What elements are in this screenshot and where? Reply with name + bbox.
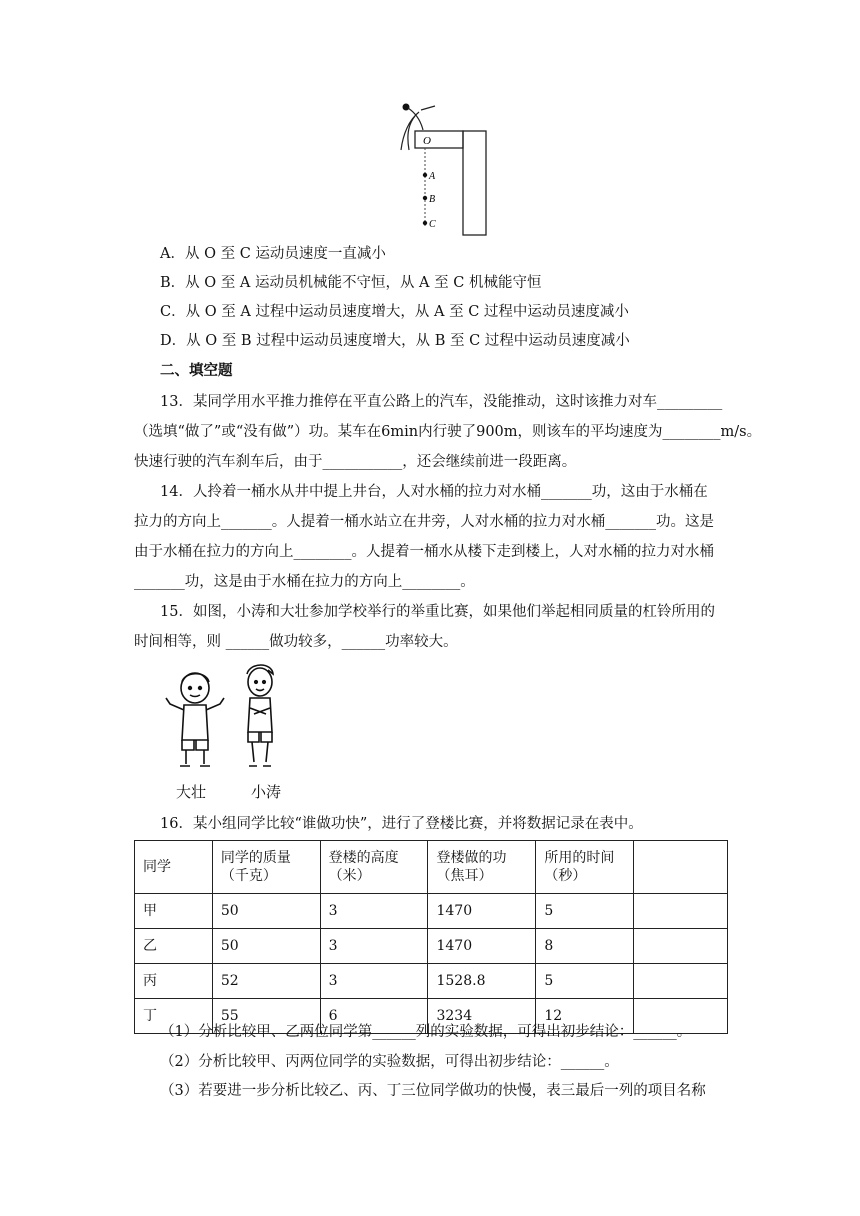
point-a	[423, 173, 427, 177]
caption-xiaotao: 小涛	[251, 783, 282, 801]
person-xiaotao	[247, 665, 273, 766]
q16-sub-3: （3）若要进一步分析比较乙、丙、丁三位同学做功的快慢，表三最后一列的项目名称	[160, 1083, 706, 1099]
cell: 3234	[428, 999, 536, 1034]
label-c: C	[429, 219, 436, 230]
q16-sub-1: （1）分析比较甲、乙两位同学第______列的实验数据，可得出初步结论：______。	[160, 1024, 692, 1040]
th-height: 登楼的高度 （米）	[320, 841, 428, 894]
diver-head	[403, 104, 410, 111]
cell: 5	[536, 964, 634, 999]
cell: 1528.8	[428, 964, 536, 999]
person-dazhuang	[166, 673, 224, 766]
cell: 1470	[428, 894, 536, 929]
cell	[634, 894, 728, 929]
cell: 乙	[135, 929, 213, 964]
label-a: A	[429, 171, 436, 182]
q14-line-4: _______功，这是由于水桶在拉力的方向上________。	[134, 574, 475, 590]
cell: 12	[536, 999, 634, 1034]
point-b	[423, 196, 427, 200]
cell: 3	[320, 894, 428, 929]
cell: 55	[212, 999, 320, 1034]
q13-line-3: 快速行驶的汽车刹车后，由于___________，还会继续前进一段距离。	[134, 454, 577, 470]
cell: 甲	[135, 894, 213, 929]
cell: 5	[536, 894, 634, 929]
cell: 3	[320, 929, 428, 964]
q16-intro: 16．某小组同学比较“谁做功快”，进行了登楼比赛，并将数据记录在表中。	[160, 816, 643, 832]
option-d: D．从 O 至 B 过程中运动员速度增大，从 B 至 C 过程中运动员速度减小	[160, 333, 630, 349]
cell: 50	[212, 894, 320, 929]
q14-line-3: 由于水桶在拉力的方向上________。人提着一桶水从楼下走到楼上，人对水桶的拉力对水桶	[134, 544, 714, 560]
label-b: B	[429, 194, 436, 205]
cell: 3	[320, 964, 428, 999]
q15-line-2: 时间相等，则 ______做功较多，______功率较大。	[134, 634, 458, 650]
th-student: 同学	[135, 841, 213, 894]
option-a: A．从 O 至 C 运动员速度一直减小	[160, 246, 386, 262]
q15-line-1: 15．如图，小涛和大壮参加学校举行的举重比赛，如果他们举起相同质量的杠铃所用的	[160, 604, 715, 620]
option-c: C．从 O 至 A 过程中运动员速度增大，从 A 至 C 过程中运动员速度减小	[160, 304, 629, 320]
q14-line-2: 拉力的方向上_______。人提着一桶水站立在井旁，人对水桶的拉力对水桶_______功。这是	[134, 514, 714, 530]
people-figure	[160, 658, 290, 776]
cell: 丁	[135, 999, 213, 1034]
th-last	[634, 841, 728, 894]
label-o: O	[423, 135, 431, 147]
cell	[634, 929, 728, 964]
table-header-row	[135, 841, 728, 894]
cell: 52	[212, 964, 320, 999]
data-table	[134, 840, 728, 1034]
q13-line-1: 13．某同学用水平推力推停在平直公路上的汽车，没能推动，这时该推力对车_________	[160, 394, 723, 410]
section-title: 二、填空题	[160, 362, 233, 379]
cell: 50	[212, 929, 320, 964]
caption-dazhuang: 大壮	[176, 783, 207, 801]
q16-sub-2: （2）分析比较甲、丙两位同学的实验数据，可得出初步结论：______。	[160, 1054, 619, 1070]
cell	[634, 964, 728, 999]
th-time: 所用的时间 （秒）	[536, 841, 634, 894]
cell: 丙	[135, 964, 213, 999]
q13-line-2: （选填“做了”或“没有做”）功。某车在6min内行驶了900m，则该车的平均速度为________m/s。	[134, 424, 762, 440]
table-row	[135, 929, 728, 964]
cell: 1470	[428, 929, 536, 964]
th-mass: 同学的质量 （千克）	[212, 841, 320, 894]
option-b: B．从 O 至 A 运动员机械能不守恒，从 A 至 C 机械能守恒	[160, 275, 542, 291]
table-row	[135, 894, 728, 929]
diver-figure	[395, 100, 495, 240]
table-row	[135, 964, 728, 999]
cell: 8	[536, 929, 634, 964]
th-work: 登楼做的功 （焦耳）	[428, 841, 536, 894]
tower	[463, 131, 486, 235]
point-c	[423, 221, 427, 225]
q14-line-1: 14．人拎着一桶水从井中提上井台，人对水桶的拉力对水桶_______功，这由于水桶在	[160, 484, 708, 500]
cell: 6	[320, 999, 428, 1034]
